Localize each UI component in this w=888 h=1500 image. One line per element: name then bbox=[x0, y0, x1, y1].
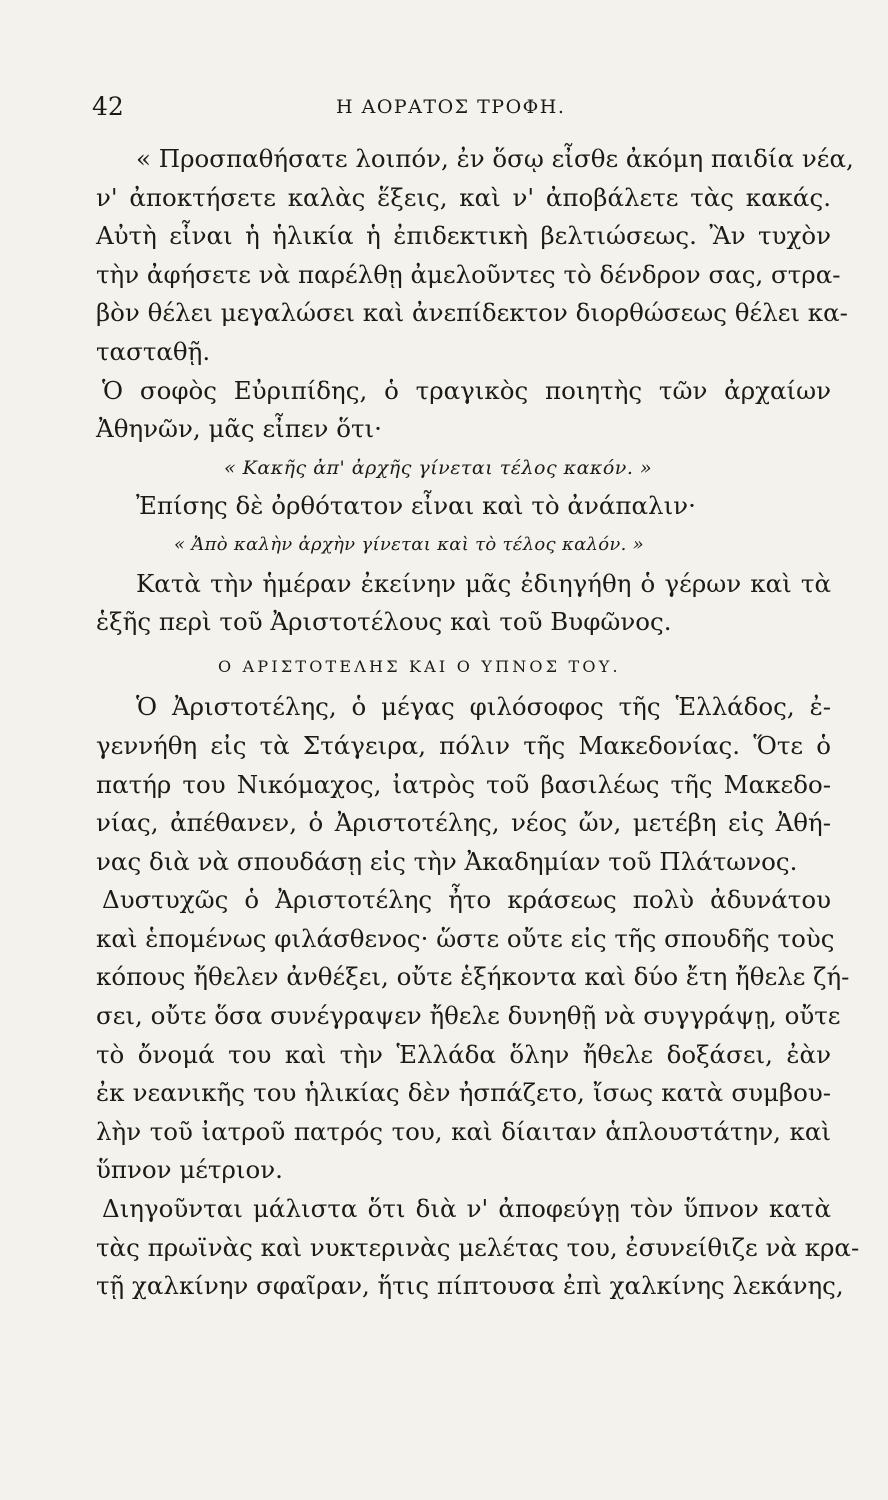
text-line: Αὐτὴ εἶναι ἡ ἡλικία ἡ ἐπιδεκτικὴ βελτιώσεως. Ἂν τυχὸν bbox=[96, 221, 831, 251]
text-line: τὸ ὄνομά του καὶ τὴν Ἑλλάδα ὅλην ἤθελε δοξάσει, ἐὰν bbox=[96, 1039, 831, 1069]
text-line: ἑξῆς περὶ τοῦ Ἀριστοτέλους καὶ τοῦ Βυφῶνος. bbox=[96, 607, 672, 637]
quotation: « Ἀπὸ καλὴν ἀρχὴν γίνεται καὶ τὸ τέλος καλόν. » bbox=[174, 533, 644, 555]
text-line: Διηγοῦνται μάλιστα ὅτι διὰ ν' ἀποφεύγῃ τὸν ὕπνον κατὰ bbox=[102, 1194, 831, 1224]
text-line: Ὁ Ἀριστοτέλης, ὁ μέγας φιλόσοφος τῆς Ἑλλάδος, ἐ- bbox=[136, 692, 831, 722]
text-line: νίας, ἀπέθανεν, ὁ Ἀριστοτέλης, νέος ὤν, μετέβη εἰς Ἀθή- bbox=[96, 808, 831, 838]
text-line: ν' ἀποκτήσετε καλὰς ἕξεις, καὶ ν' ἀποβάλετε τὰς κακάς. bbox=[96, 182, 831, 212]
text-line: νας διὰ νὰ σπουδάσῃ εἰς τὴν Ἀκαδημίαν τοῦ Πλάτωνος. bbox=[96, 846, 798, 876]
text-line: τῇ χαλκίνην σφαῖραν, ἥτις πίπτουσα ἐπὶ χαλκίνης λεκάνης, bbox=[96, 1271, 844, 1301]
text-line: Ἐπίσης δὲ ὀρθότατον εἶναι καὶ τὸ ἀνάπαλιν· bbox=[136, 491, 696, 521]
text-line: Ἀθηνῶν, μᾶς εἶπεν ὅτι· bbox=[96, 414, 382, 444]
text-line: Ὁ σοφὸς Εὐριπίδης, ὁ τραγικὸς ποιητὴς τῶν ἀρχαίων bbox=[102, 375, 831, 405]
section-heading: Ο ΑΡΙΣΤΟΤΕΛΗΣ ΚΑΙ Ο ΥΠΝΟΣ ΤΟΥ. bbox=[218, 656, 621, 676]
quotation: « Κακῆς ἀπ' ἀρχῆς γίνεται τέλος κακόν. » bbox=[224, 456, 653, 479]
text-line: Κατὰ τὴν ἡμέραν ἐκείνην μᾶς ἐδιηγήθη ὁ γέρων καὶ τὰ bbox=[136, 568, 831, 598]
text-line: γεννήθη εἰς τὰ Στάγειρα, πόλιν τῆς Μακεδονίας. Ὅτε ὁ bbox=[96, 730, 831, 760]
text-line: « Προσπαθήσατε λοιπόν, ἐν ὅσῳ εἶσθε ἀκόμη παιδία νέα, bbox=[136, 144, 854, 173]
text-line: ὕπνον μέτριον. bbox=[96, 1155, 283, 1185]
text-line: κόπους ἤθελεν ἀνθέξει, οὔτε ἑξήκοντα καὶ δύο ἔτη ἤθελε ζή- bbox=[96, 962, 850, 992]
text-line: καὶ ἑπομένως φιλάσθενος· ὥστε οὔτε εἰς τῆς σπουδῆς τοὺς bbox=[96, 923, 835, 953]
text-line: τὰς πρωϊνὰς καὶ νυκτερινὰς μελέτας του, ἐσυνείθιζε νὰ κρα- bbox=[96, 1232, 860, 1262]
text-line: λὴν τοῦ ἰατροῦ πατρός του, καὶ δίαιταν ἁπλουστάτην, καὶ bbox=[96, 1116, 831, 1146]
running-head: Η ΑΟΡΑΤΟΣ ΤΡΟΦΗ. bbox=[336, 96, 566, 118]
text-line: βὸν θέλει μεγαλώσει καὶ ἀνεπίδεκτον διορθώσεως θέλει κα- bbox=[96, 298, 848, 328]
text-line: Δυστυχῶς ὁ Ἀριστοτέλης ἦτο κράσεως πολὺ ἀδυνάτου bbox=[102, 885, 831, 915]
text-line: τὴν ἀφήσετε νὰ παρέλθῃ ἀμελοῦντες τὸ δένδρον σας, στρα- bbox=[96, 259, 841, 289]
body-text bbox=[96, 140, 860, 1306]
text-line: πατήρ του Νικόμαχος, ἰατρὸς τοῦ βασιλέως τῆς Μακεδο- bbox=[96, 769, 831, 799]
page-number: 42 bbox=[92, 92, 124, 121]
page-header bbox=[0, 92, 888, 132]
text-line: ἐκ νεανικῆς του ἡλικίας δὲν ἠσπάζετο, ἴσως κατὰ συμβου- bbox=[96, 1078, 831, 1108]
text-line: τασταθῇ. bbox=[96, 336, 211, 366]
text-line: σει, οὔτε ὅσα συνέγραψεν ἤθελε δυνηθῇ νὰ συγγράψῃ, οὔτε bbox=[96, 1001, 841, 1031]
